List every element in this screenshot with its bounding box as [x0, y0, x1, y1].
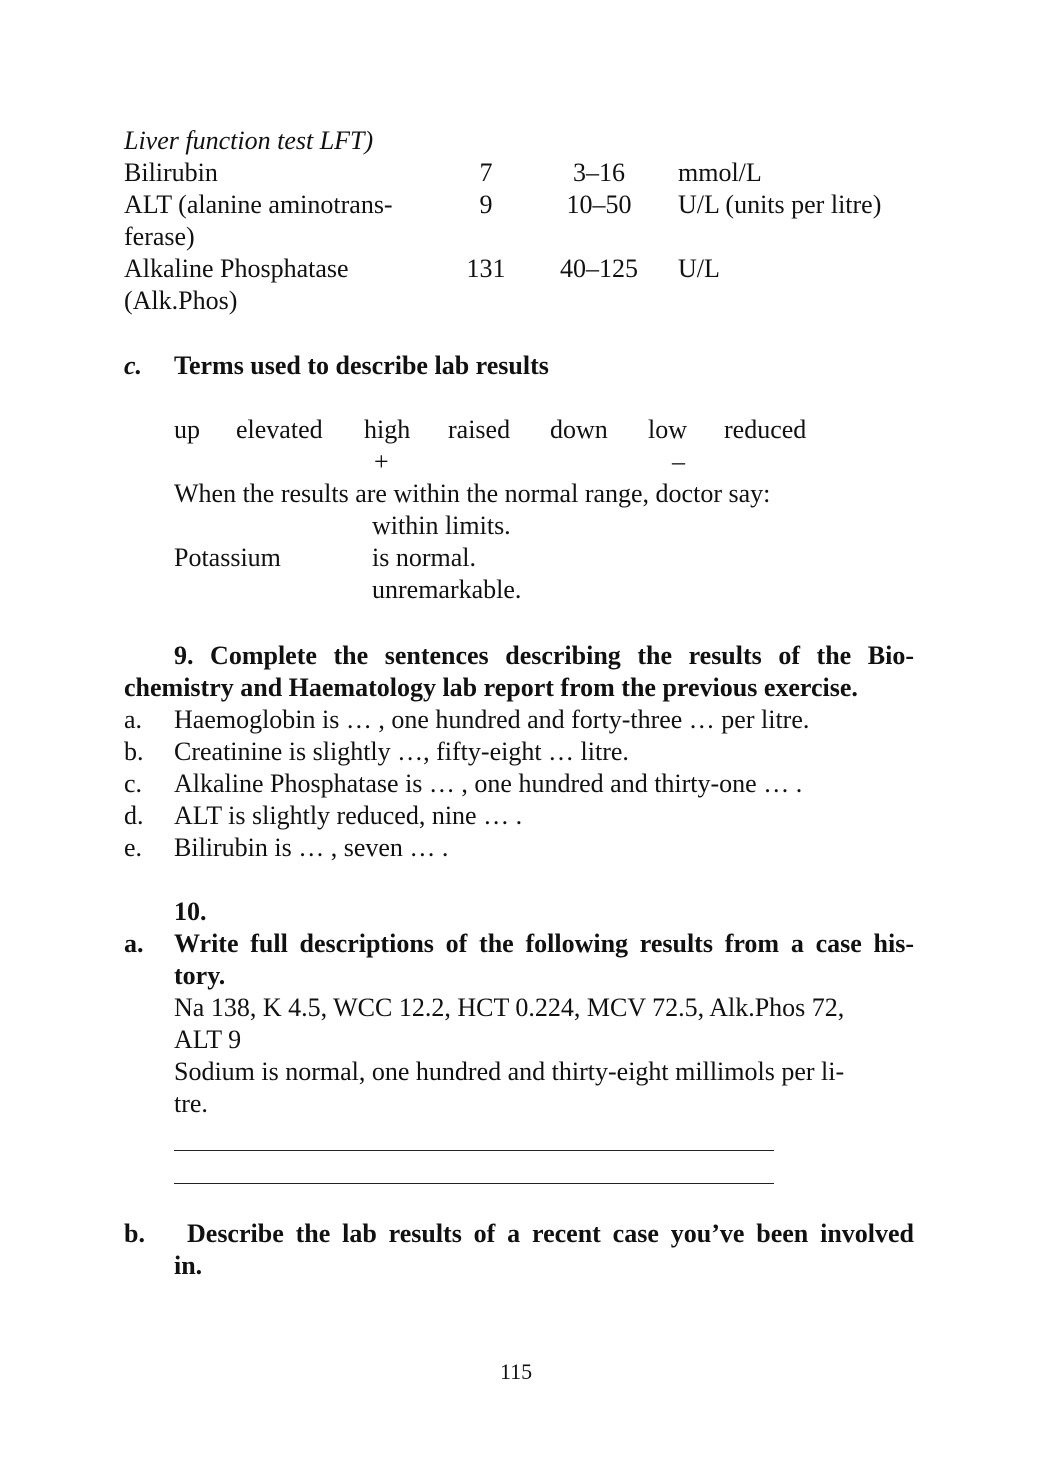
- example-answer: Sodium is normal, one hundred and thirty-eight millimols per li-: [174, 1057, 845, 1086]
- exercise-10b-title: Describe the lab results of a recent case you’ve been involved: [187, 1219, 914, 1248]
- item-letter: a.: [124, 705, 143, 734]
- test-unit: U/L: [678, 254, 720, 283]
- term: down: [550, 415, 608, 444]
- item-letter: e.: [124, 833, 143, 862]
- answer-line: [174, 1183, 774, 1184]
- exercise-10-number: 10.: [174, 897, 207, 926]
- test-value: 131: [466, 254, 506, 283]
- page-number: 115: [500, 1359, 533, 1384]
- item-text: Creatinine is slightly …, fifty-eight … litre.: [174, 737, 629, 766]
- exercise-10a-title-continued: tory.: [174, 961, 226, 990]
- exercise-10a-title: Write full descriptions of the following results from a case his-: [174, 929, 914, 958]
- test-name: Bilirubin: [124, 158, 218, 187]
- item-letter: b.: [124, 737, 144, 766]
- item-text: Alkaline Phosphatase is … , one hundred and thirty-one … .: [174, 769, 803, 798]
- test-range: 10–50: [566, 190, 632, 219]
- case-results: Na 138, K 4.5, WCC 12.2, HCT 0.224, MCV 72.5, Alk.Phos 72,: [174, 993, 845, 1022]
- test-value: 9: [479, 190, 493, 219]
- lft-heading: Liver function test LFT): [124, 126, 374, 155]
- term: raised: [448, 415, 511, 444]
- test-value: 7: [479, 158, 493, 187]
- test-unit: U/L (units per litre): [678, 190, 882, 219]
- plus-sign: +: [374, 447, 389, 476]
- item-text: Bilirubin is … , seven … .: [174, 833, 449, 862]
- term: reduced: [724, 415, 807, 444]
- item-letter: c.: [124, 769, 143, 798]
- normal-range-intro: When the results are within the normal range, doctor say:: [174, 479, 771, 508]
- normal-subject: Potassium: [174, 543, 281, 572]
- normal-option: unremarkable.: [372, 575, 522, 604]
- item-text: Haemoglobin is … , one hundred and forty-three … per litre.: [174, 705, 810, 734]
- test-name-continued: (Alk.Phos): [124, 286, 238, 315]
- exercise-9-title: 9. Complete the sentences describing the results of the Bio-: [174, 641, 914, 670]
- test-range: 40–125: [560, 254, 638, 283]
- section-c-marker: c.: [124, 351, 143, 380]
- case-results-continued: ALT 9: [174, 1025, 242, 1054]
- normal-option: within limits.: [372, 511, 511, 540]
- item-letter: d.: [124, 801, 144, 830]
- test-range: 3–16: [573, 158, 625, 187]
- example-answer-continued: tre.: [174, 1089, 208, 1118]
- minus-sign: –: [672, 447, 685, 476]
- test-unit: mmol/L: [678, 158, 762, 187]
- item-text: ALT is slightly reduced, nine … .: [174, 801, 523, 830]
- exercise-10a-marker: a.: [124, 929, 144, 958]
- exercise-10b-marker: b.: [124, 1219, 145, 1248]
- test-name: ALT (alanine aminotrans-: [124, 190, 393, 219]
- test-name: Alkaline Phosphatase: [124, 254, 349, 283]
- answer-line: [174, 1150, 774, 1151]
- term: up: [174, 415, 200, 444]
- section-c-title: Terms used to describe lab results: [174, 351, 549, 380]
- term: high: [364, 415, 411, 444]
- exercise-10b-title-continued: in.: [174, 1251, 203, 1280]
- term: low: [648, 415, 687, 444]
- normal-option: is normal.: [372, 543, 476, 572]
- exercise-9-title-continued: chemistry and Haematology lab report from the previous exercise.: [124, 673, 858, 702]
- test-name-continued: ferase): [124, 222, 195, 251]
- term: elevated: [236, 415, 323, 444]
